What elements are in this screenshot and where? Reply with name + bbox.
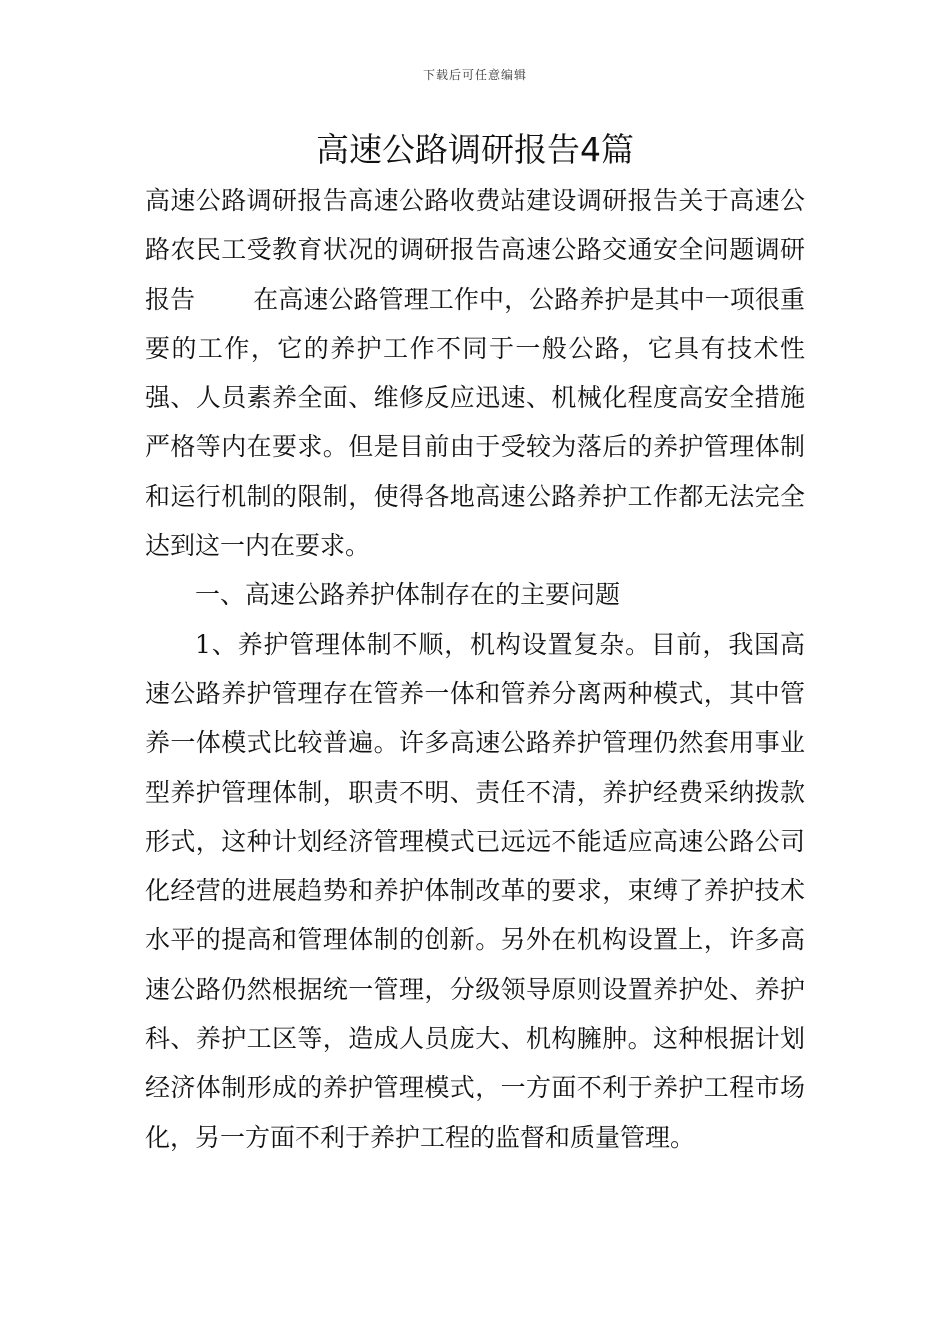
intro-paragraph <box>145 176 805 570</box>
intro-text: 在高速公路管理工作中，公路养护是其中一项很重要的工作，它的养护工作不同于一般公路，它具有技术性强、人员素养全面、维修反应迅速、机械化程度高安全措施严格等内在要求。但是目前由于受较为落后的养护管理体制和运行机制的限制，使得各地高速公路养护工作都无法完全达到这一内在要求。 <box>145 284 805 561</box>
paragraph-1: 1、养护管理体制不顺，机构设置复杂。目前，我国高速公路养护管理存在管养一体和管养分离两种模式，其中管养一体模式比较普遍。许多高速公路养护管理仍然套用事业型养护管理体制，职责不明、责任不清，养护经费采纳拨款形式，这种计划经济管理模式已远远不能适应高速公路公司化经营的进展趋势和养护体制改革的要求，束缚了养护技术水平的提高和管理体制的创新。另外在机构设置上，许多高速公路仍然根据统一管理，分级领导原则设置养护处、养护科、养护工区等，造成人员庞大、机构臃肿。这种根据计划经济体制形成的养护管理模式，一方面不利于养护工程市场化，另一方面不利于养护工程的监督和质量管理。 <box>145 629 805 1152</box>
document-body <box>145 176 805 1162</box>
section-heading: 一、高速公路养护体制存在的主要问题 <box>195 580 621 610</box>
document-title: 高速公路调研报告4篇 <box>316 130 634 169</box>
intro-report-list: 高速公路调研报告高速公路收费站建设调研报告关于高速公路农民工受教育状况的调研报告高速公路交通安全问题调研报告 <box>145 186 805 314</box>
header-note: 下载后可任意编辑 <box>422 68 527 82</box>
